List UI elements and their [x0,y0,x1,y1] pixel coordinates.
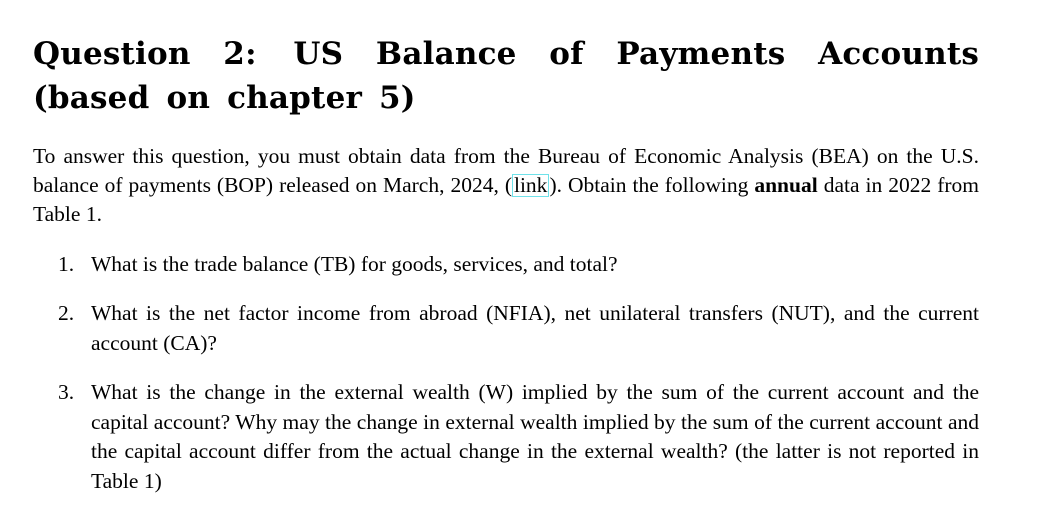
list-item [58,299,979,358]
intro-paragraph [33,142,979,229]
list-item [58,250,979,280]
item-number: 1. [58,252,75,276]
item-text: What is the net factor income from abroad (NFIA), net unilateral transfers (NUT), and the current account (CA)? [91,301,979,355]
intro-text-after-link: ). Obtain the following [549,173,755,197]
item-number: 2. [58,301,75,325]
question-list-item-1 [58,250,979,280]
section-title: US Balance of Payments Accounts (based on chapter 5) [33,36,979,116]
item-text: What is the trade balance (TB) for goods, services, and total? [91,252,618,276]
question-number: Question 2: [33,36,257,72]
question-list-item-3 [58,378,979,496]
item-number: 3. [58,380,75,404]
bea-link[interactable]: link [513,173,548,197]
list-item [58,378,979,496]
question-list-item-2 [58,299,979,358]
intro-emphasis: annual [754,173,818,197]
intro-text-end: data in 2022 from Table 1. [33,173,979,226]
intro-text-before-link: To answer this question, you must obtain data from the Bureau of Economic Analysis (BEA) on the U.S. balance of payments (BOP) released on March, 2024, ( [33,144,979,197]
item-text: What is the change in the external wealth (W) implied by the sum of the current account and the capital account? Why may the change in external wealth implied by the sum of the current account and the capital account differ from the actual change in the external wealth? (the latter is not reported in Table 1) [91,380,979,493]
section-heading [33,32,979,120]
